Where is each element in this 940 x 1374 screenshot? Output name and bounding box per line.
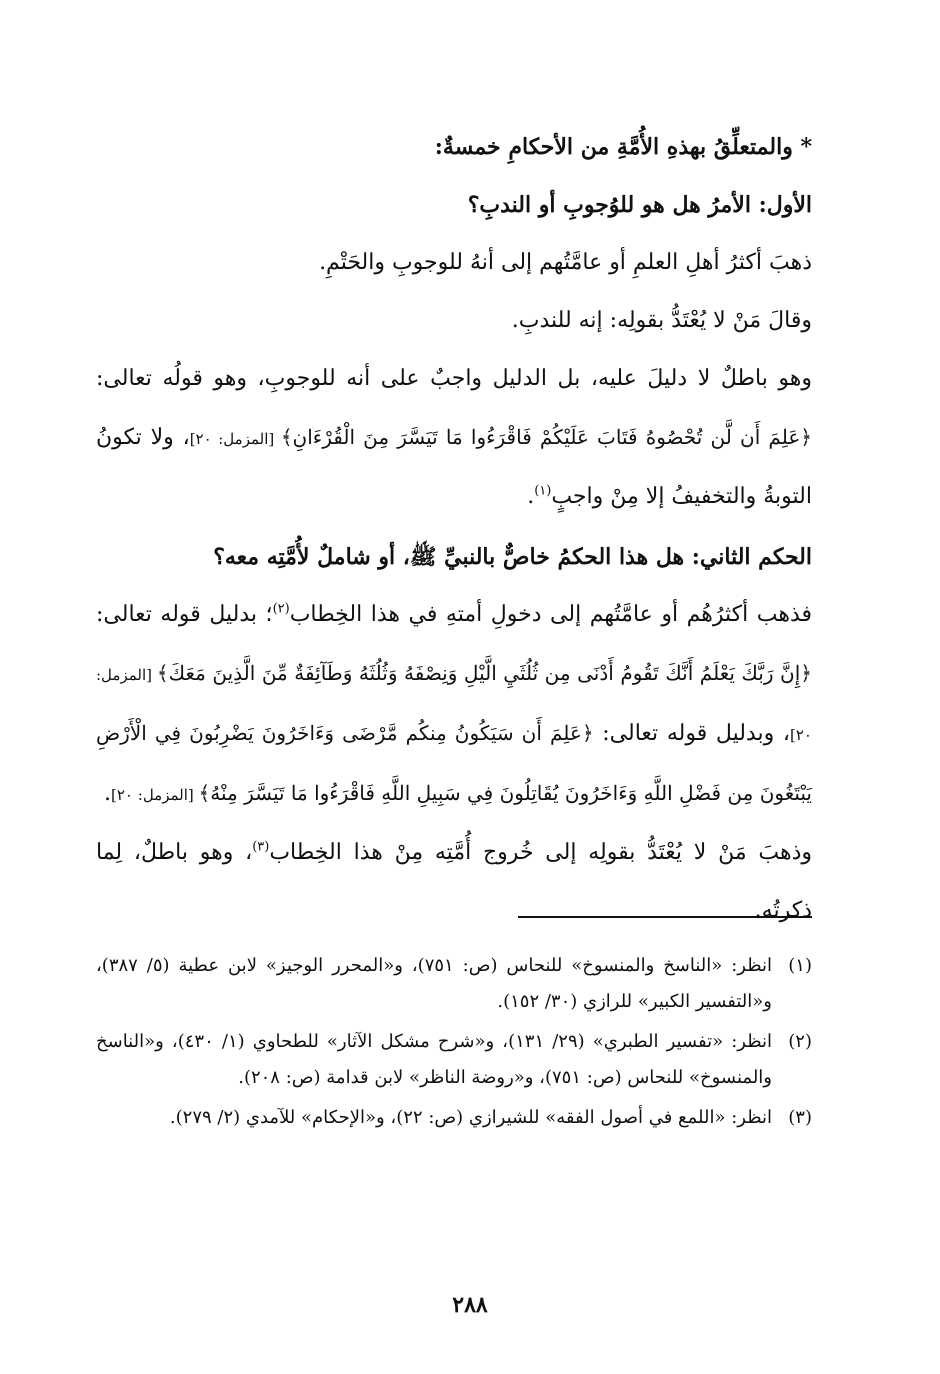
paragraph-majority-view: ذهبَ أكثرُ أهلِ العلمِ أو عامَّتُهم إلى أنهُ للوجوبِ والحَتْمِ. [319,250,812,275]
footnote-marker-1: (١) [534,483,552,499]
refutation-text: وهو باطلٌ لا دليلَ عليه، بل الدليل واجبٌ على أنه للوجوبِ، وهو قولُه تعالى: [96,366,812,391]
second-evidence-intro: ، وبدليل قوله تعالى: [593,721,790,746]
verse-reference: [المزمل: ٢٠] [111,786,199,804]
footnote-divider [518,916,812,918]
footnote-text: انظر: «تفسير الطبري» (٢٩/ ١٣١)، و«شرح مشكل الآثار» للطحاوي (١/ ٤٣٠)، و«الناسخ والمنسوخ» للنحاس (ص: ٧٥١)، و«روضة الناظر» لابن قدامة (ص: ٢٠٨). [96,1031,772,1088]
footnote-item [96,1100,812,1136]
verse-reference: [المزمل: ٢٠] [96,666,812,744]
sentence-end: . [527,484,535,509]
refutation-text-continued: ، ولا تكونُ التوبةُ والتخفيفُ إلا مِنْ واجبٍ [96,425,812,509]
verse-reference: [المزمل: ٢٠] [189,430,281,448]
footnote-number: (١) [788,955,812,976]
quran-verse: ﴿إِنَّ رَبَّكَ يَعْلَمُ أَنَّكَ تَقُومُ أَدْنَى مِن ثُلُثَيِ الَّيْلِ وَنِصْفَهُ وَثُلُثَهُ وَطَآئِفَةٌ مِّنَ الَّذِينَ مَعَكَ﴾ [156,661,812,685]
page-number: ٢٨٨ [452,1292,488,1318]
section-intro: * والمتعلِّقُ بهذهِ الأُمَّةِ من الأحكامِ خمسةٌ: [434,134,812,160]
main-text [96,118,812,940]
footnote-marker-3: (٣) [252,839,270,855]
paragraph-inclusion-view [96,586,812,824]
footnotes [96,948,812,1140]
footnote-marker-2: (٢) [272,601,290,617]
question-two-heading: الحكم الثاني: هل هذا الحكمُ خاصٌّ بالنبيِّ ﷺ، أو شاملٌ لأُمَّتِه معه؟ [213,544,812,570]
sentence-end: . [104,781,112,806]
inclusion-text: فذهب أكثرُهُم أو عامَّتُهم إلى دخولِ أمتهِ في هذا الخِطاب [289,602,813,627]
footnote-item [96,948,812,1020]
exclusion-text-end: ، وهو باطلٌ، لِما ذكرتُه. [96,840,812,923]
paragraph-exclusion-view [96,824,812,940]
paragraph-refutation [96,350,812,526]
paragraph-minority-view: وقالَ مَنْ لا يُعْتَدُّ بقولِه: إنه للندبِ. [511,308,812,333]
footnote-item [96,1024,812,1096]
quran-verse: ﴿عَلِمَ أَن لَّن تُحْصُوهُ فَتَابَ عَلَيْكُمْ فَاقْرَءُوا مَا تَيَسَّرَ مِنَ الْقُرْءَانِ﴾ [280,425,813,449]
footnote-text: انظر: «الناسخ والمنسوخ» للنحاس (ص: ٧٥١)، و«المحرر الوجيز» لابن عطية (٥/ ٣٨٧)، و«التفسير الكبير» للرازي (٣٠/ ١٥٢). [96,955,772,1012]
inclusion-evidence-intro: ؛ بدليل قوله تعالى: [96,602,273,627]
question-one-heading: الأول: الأمرُ هل هو للوُجوبِ أو الندبِ؟ [467,192,812,218]
footnote-number: (٢) [788,1031,812,1052]
footnote-text: انظر: «اللمع في أصول الفقه» للشيرازي (ص: ٢٢)، و«الإحكام» للآمدي (٢/ ٢٧٩). [169,1107,772,1128]
quran-verse: ﴿عَلِمَ أَن سَيَكُونُ مِنكُم مَّرْضَى وَءَاخَرُونَ يَضْرِبُونَ فِي الْأَرْضِ يَبْتَغُونَ مِن فَضْلِ اللَّهِ وَءَاخَرُونَ يُقَاتِلُونَ فِي سَبِيلِ اللَّهِ فَاقْرَءُوا مَا تَيَسَّرَ مِنْهُ﴾ [96,721,812,805]
exclusion-text: وذهبَ مَنْ لا يُعْتَدُّ بقولِه إلى خُروج أُمَّتِه مِنْ هذا الخِطاب [269,840,812,865]
footnote-number: (٣) [788,1107,812,1128]
